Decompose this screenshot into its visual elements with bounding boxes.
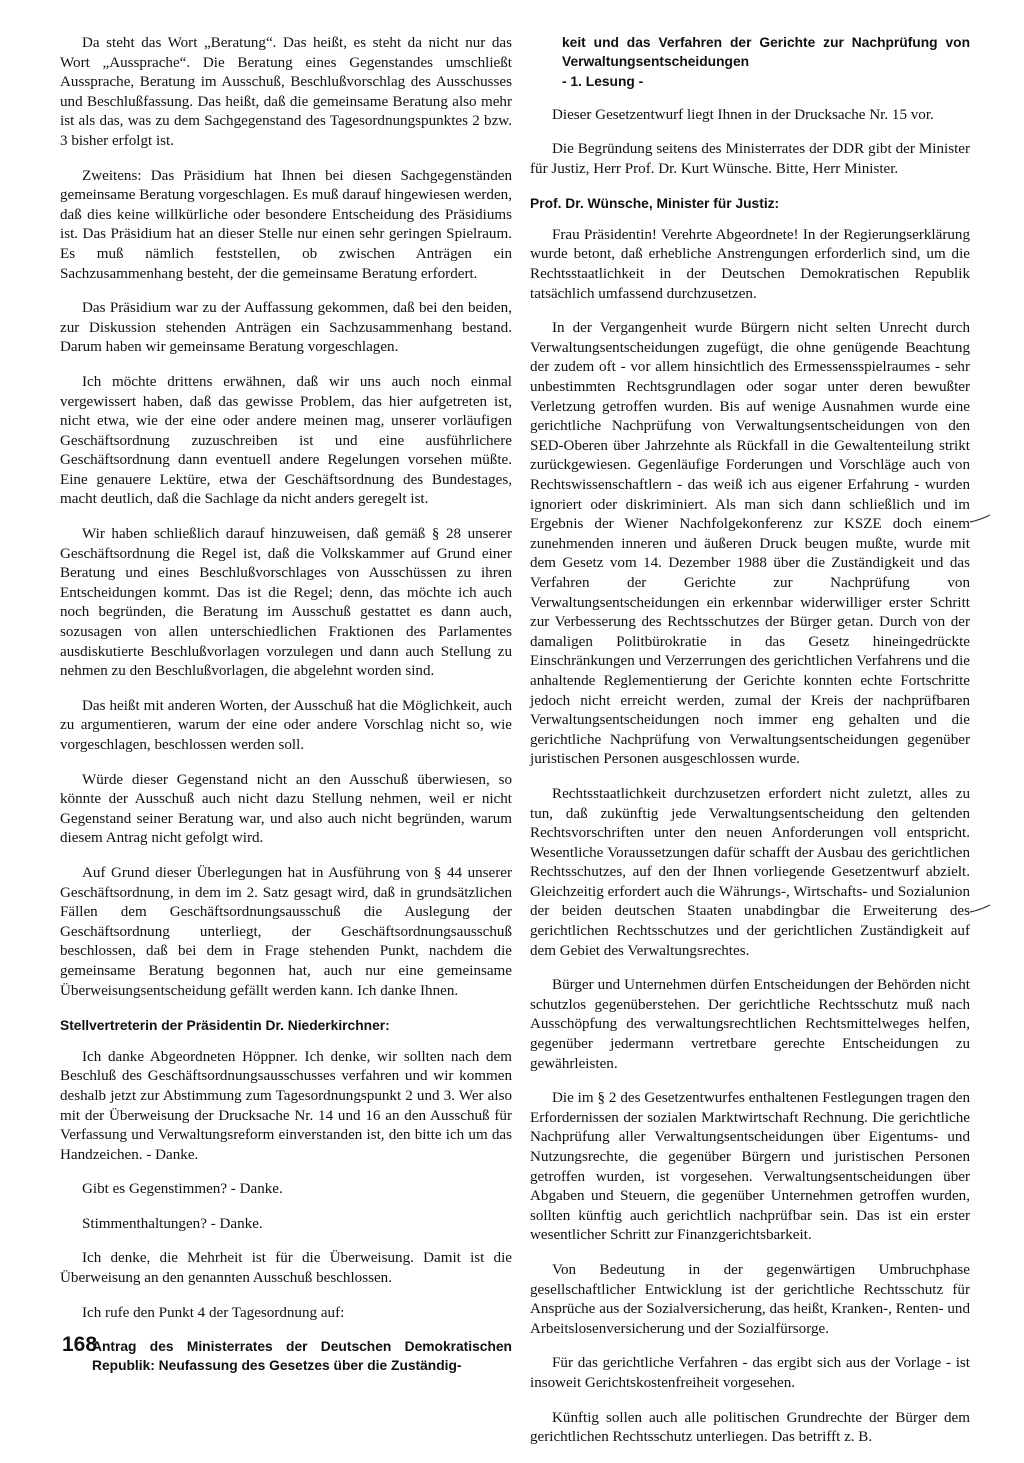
paragraph: Die im § 2 des Gesetzentwurfes enthaltenen Festlegungen tragen den Erfordernissen der sozialen Marktwirtschaft Rechnung. Die gerichtliche Nachprüfung aller Verwaltungsentscheidungen über Eigentums- und Nutzungsrechte, die gegenüber Bürgern und juristischen Personen getroffen wurden, ist vorgesehen. Verwaltungsentscheidungen über Abgaben und Steuern, die gegenüber Unternehmen getroffen wurden, sollten künftig auch gerichtlich nachprüfbar sein. Das ist ein erster wesentlicher Schritt zur Finanzgerichtsbarkeit. xyxy=(530,1090,970,1244)
paragraph: Von Bedeutung in der gegenwärtigen Umbruchphase gesellschaftlicher Entwicklung ist der gerichtliche Rechtsschutz für Ansprüche aus der Sozialversicherung, das heißt, Kranken-, Renten- und Arbeitslosenversicherung und der Sozialfürsorge. xyxy=(530,1261,970,1337)
left-column xyxy=(60,34,512,1389)
page-number: 168 xyxy=(62,1333,98,1356)
paragraph: Bürger und Unternehmen dürfen Entscheidungen der Behörden nicht schutzlos gegenüberstehen. Der gerichtliche Rechtsschutz muß nach Ausschöpfung des verwaltungsrechtlichen Rechtsmittelweges helfen, gegenüber jedermann vertretbare gerechte Entscheidungen zu gewährleisten. xyxy=(530,977,970,1072)
paragraph: Wir haben schließlich darauf hinzuweisen, daß gemäß § 28 unserer Geschäftsordnung die Regel ist, daß die Volkskammer auf Grund einer Beratung und eines Beschlußvorschlages von Ausschüssen zu ihren Entscheidungen kommt. Das ist die Regel; denn, das möchte ich auch noch begründen, die Beratung im Ausschuß gestattet es dann auch, sozusagen von allen unterschiedlichen Fraktionen des Parlamentes ausdiskutierte Beschlußvorlagen vorzulegen und dann auch Stellung zu nehmen zu den Beschlußvorlagen, die abgelehnt worden sind. xyxy=(60,526,512,680)
paragraph: Da steht das Wort „Beratung“. Das heißt, es steht da nicht nur das Wort „Aussprache“. Die Beratung eines Gegenstandes umschließt Aussprache, Beratung im Ausschuß, Beschlußvorschlag des Ausschusses und Beschlußfassung. Das heißt, daß die gemeinsame Beratung also mehr ist als das, was zu dem Sachgegenstand des Tagesordnungspunktes 2 bzw. 3 bisher erfolgt ist. xyxy=(60,35,512,149)
speaker-heading: Stellvertreterin der Präsidentin Dr. Niederkirchner: xyxy=(60,1018,390,1034)
paragraph: Das heißt mit anderen Worten, der Ausschuß hat die Möglichkeit, auch zu argumentieren, warum der eine oder andere Vorschlag nicht so, wie vorgeschlagen, beschlossen werden soll. xyxy=(60,697,512,753)
paragraph: Rechtsstaatlichkeit durchzusetzen erfordert nicht zuletzt, alles zu tun, daß zukünftig jede Verwaltungsentscheidung den geltenden Rechtsvorschriften unter den neuen Anforderungen voll entspricht. Wesentliche Voraussetzungen dafür schafft der Ausbau des gerichtlichen Rechtsschutzes, auf den der Ihnen vorliegende Gesetzentwurf abzielt. Gleichzeitig erfordert auch die Währungs-, Wirtschafts- und Sozialunion der beiden deutschen Staaten unabdingbar die Erweiterung des gerichtlichen Rechtsschutzes und der gerichtlichen Zuständigkeit auf dem Gebiet des Verwaltungsrechtes. xyxy=(530,785,970,959)
margin-mark xyxy=(968,512,992,526)
reading-label: - 1. Lesung - xyxy=(562,74,644,89)
paragraph: Zweitens: Das Präsidium hat Ihnen bei diesen Sachgegenständen gemeinsame Beratung vorgeschlagen. Es muß darauf hingewiesen werden, daß dies keine willkürliche oder besondere Entscheidung des Präsidiums ist. Das Präsidium hat an dieser Stelle nur einen sehr geringen Spielraum. Es muß nämlich feststellen, ob zwischen Anträgen ein Sachzusammenhang besteht, der die gemeinsame Beratung erfordert. xyxy=(60,167,512,282)
agenda-heading-continued: keit und das Verfahren der Gerichte zur Nachprüfung von Verwaltungsentscheidungen xyxy=(562,35,970,69)
paragraph: Würde dieser Gegenstand nicht an den Ausschuß überwiesen, so könnte der Ausschuß auch nicht dazu Stellung nehmen, weil er nicht Gegenstand seiner Beratung war, und also auch nicht begründen, warum diesem Antrag nicht gefolgt wird. xyxy=(60,771,512,847)
paragraph: Ich denke, die Mehrheit ist für die Überweisung. Damit ist die Überweisung an den genannten Ausschuß beschlossen. xyxy=(60,1250,512,1287)
paragraph: Ich möchte drittens erwähnen, daß wir uns auch noch einmal vergewissert haben, daß das gewisse Problem, das hier aufgetreten ist, nicht etwa, wie der eine oder andere meinen mag, unserer vorläufigen Geschäftsordnung zuzuschreiben ist und eine ausführlichere Geschäftsordnung dann eventuell andere Regelungen vorsehen müßte. Eine genauere Lektüre, etwa der Geschäftsordnung des Bundestages, macht deutlich, daß die Sachlage da nicht anders geregelt ist. xyxy=(60,373,512,508)
agenda-heading: Antrag des Ministerrates der Deutschen Demokratischen Republik: Neufassung des Gesetzes über die Zuständig- xyxy=(92,1339,512,1373)
speaker-heading: Prof. Dr. Wünsche, Minister für Justiz: xyxy=(530,196,780,212)
paragraph: Dieser Gesetzentwurf liegt Ihnen in der Drucksache Nr. 15 vor. xyxy=(552,106,934,123)
right-column xyxy=(530,34,970,1463)
paragraph: In der Vergangenheit wurde Bürgern nicht selten Unrecht durch Verwaltungsentscheidungen zugefügt, die ohne genügende Beachtung der zudem oft - vor allem hinsichtlich des Ermessensspielraumes - sehr unbestimmten Rechtsgrundlagen oder sogar unter deren bewußter Verletzung getroffen wurden. Bis auf wenige Ausnahmen wurde eine gerichtliche Nachprüfung von Verwaltungsentscheidungen von den SED-Oberen über Jahrzehnte als Rückfall in die Gewaltenteilung strikt zurückgewiesen. Gegenläufige Forderungen und Vorschläge auch von Rechtswissenschaftlern - das weiß ich aus eigener Erfahrung - wurden ignoriert oder diskriminiert. Als man sich dann schließlich und im Ergebnis der Wiener Nachfolgekonferenz zur KSZE doch einem zunehmenden inneren und äußeren Druck beugen mußte, wurde mit dem Gesetz vom 14. Dezember 1988 über die Zuständigkeit und das Verfahren der Gerichte zur Nachprüfung von Verwaltungsentscheidungen ein erkennbar widerwilliger erster Schritt zur Verbesserung des Rechtsschutzes der Bürger getan. Durch von der damaligen Politbürokratie in das Gesetz hineingedrückte Einschränkungen und Verzerrungen des gerichtlichen Verfahrens und die anhaltende Reglementierung der Gerichte konnten echte Fortschritte jedoch nicht erreicht werden, zumal der Kreis der nachprüfbaren Verwaltungsentscheidungen noch immer eng gehalten und die gerichtliche Nachprüfung von Verwaltungsentscheidungen gegenüber juristischen Personen ausgeschlossen wurde. xyxy=(530,320,970,768)
paragraph: Stimmenthaltungen? - Danke. xyxy=(82,1215,263,1232)
paragraph: Künftig sollen auch alle politischen Grundrechte der Bürger dem gerichtlichen Rechtsschutz unterliegen. Das betrifft z. B. xyxy=(530,1409,970,1446)
paragraph: Das Präsidium war zu der Auffassung gekommen, daß bei den beiden, zur Diskussion stehenden Anträgen ein Sachzusammenhang bestand. Darum haben wir gemeinsame Beratung vorgeschlagen. xyxy=(60,300,512,356)
paragraph: Auf Grund dieser Überlegungen hat in Ausführung von § 44 unserer Geschäftsordnung, in dem im 2. Satz gesagt wird, daß in grundsätzlichen Fällen dem Geschäftsordnungsausschuß die Auslegung der Geschäftsordnung unterliegt, der Geschäftsordnungsausschuß beschlossen, daß bei dem in Frage stehenden Punkt, nachdem die gemeinsame Beratung begonnen hat, auch nur eine gemeinsame Überweisungsentscheidung gefällt werden kann. Ich danke Ihnen. xyxy=(60,864,512,999)
paragraph: Ich danke Abgeordneten Höppner. Ich denke, wir sollten nach dem Beschluß des Geschäftsordnungsausschusses verfahren und wir kommen deshalb jetzt zur Abstimmung zum Tagesordnungspunkt 2 und 3. Wer also mit der Überweisung der Drucksache Nr. 14 und 16 an den Ausschuß für Verfassung und Verwaltungsreform einverstanden ist, den bitte ich um das Handzeichen. - Danke. xyxy=(60,1048,512,1163)
paragraph: Gibt es Gegenstimmen? - Danke. xyxy=(82,1181,283,1198)
margin-mark xyxy=(968,902,992,916)
paragraph: Ich rufe den Punkt 4 der Tagesordnung auf: xyxy=(82,1304,345,1321)
paragraph: Für das gerichtliche Verfahren - das ergibt sich aus der Vorlage - ist insoweit Gerichtskostenfreiheit vorgesehen. xyxy=(530,1355,970,1391)
paragraph: Die Begründung seitens des Ministerrates der DDR gibt der Minister für Justiz, Herr Prof. Dr. Kurt Wünsche. Bitte, Herr Minister. xyxy=(530,141,970,177)
paragraph: Frau Präsidentin! Verehrte Abgeordnete! In der Regierungserklärung wurde betont, daß erhebliche Anstrengungen erforderlich sind, um die Rechtsstaatlichkeit in der Deutschen Demokratischen Republik tatsächlich umfassend durchzusetzen. xyxy=(530,226,970,302)
